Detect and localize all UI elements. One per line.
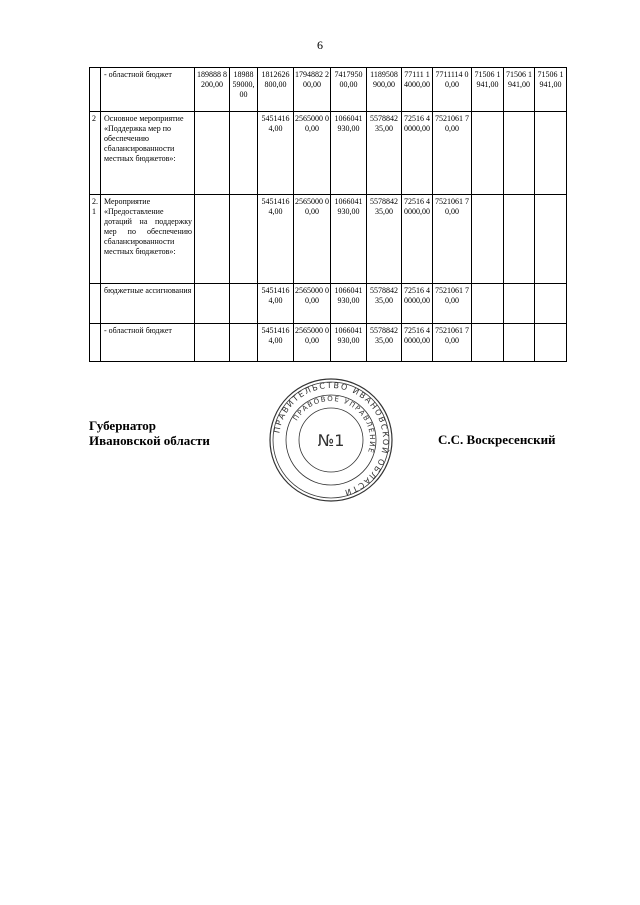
value-cell xyxy=(230,324,258,362)
row-name-cell: - областной бюджет xyxy=(101,324,195,362)
page-number: 6 xyxy=(317,38,323,52)
value-cell: 5578842 35,00 xyxy=(367,195,402,284)
value-cell: 1066041 930,00 xyxy=(331,284,367,324)
value-cell: 71506 1941,00 xyxy=(504,68,535,112)
value-cell xyxy=(195,324,230,362)
value-cell xyxy=(230,284,258,324)
value-cell: 1189508 900,00 xyxy=(367,68,402,112)
value-cell: 72516 40000,00 xyxy=(402,112,433,195)
official-seal xyxy=(268,377,394,503)
row-index-cell: 2 xyxy=(90,112,101,195)
value-cell: 77111 14000,00 xyxy=(402,68,433,112)
value-cell: 2565000 00,00 xyxy=(294,284,331,324)
value-cell xyxy=(472,284,504,324)
value-cell: 5451416 4,00 xyxy=(258,112,294,195)
svg-text:№1: №1 xyxy=(317,431,345,450)
table-row xyxy=(90,195,567,284)
row-index-cell: 2.1 xyxy=(90,195,101,284)
value-cell: 7521061 70,00 xyxy=(433,284,472,324)
value-cell: 7521061 70,00 xyxy=(433,112,472,195)
value-cell: 7521061 70,00 xyxy=(433,195,472,284)
row-name-cell: Мероприятие «Предоставление дотаций на поддержку мер по обеспечению сбалансированности местных бюджетов»: xyxy=(101,195,195,284)
value-cell xyxy=(535,195,567,284)
value-cell: 1812626 800,00 xyxy=(258,68,294,112)
svg-text:ПРАВИТЕЛЬСТВО ИВАНОВСКОЙ ОБЛАС: ПРАВИТЕЛЬСТВО ИВАНОВСКОЙ ОБЛАСТИ xyxy=(272,380,391,498)
value-cell: 1066041 930,00 xyxy=(331,324,367,362)
row-index-cell xyxy=(90,68,101,112)
value-cell xyxy=(472,324,504,362)
row-name-cell: Основное мероприятие «Поддержка мер по обеспечению сбалансированности местных бюджетов»: xyxy=(101,112,195,195)
signatory-title-line2: Ивановской области xyxy=(89,433,210,448)
value-cell: 7711114 00,00 xyxy=(433,68,472,112)
table-row xyxy=(90,324,567,362)
value-cell: 5578842 35,00 xyxy=(367,324,402,362)
value-cell xyxy=(195,112,230,195)
value-cell: 189888 8200,00 xyxy=(195,68,230,112)
value-cell xyxy=(230,112,258,195)
value-cell: 5451416 4,00 xyxy=(258,324,294,362)
value-cell: 7417950 00,00 xyxy=(331,68,367,112)
value-cell: 72516 40000,00 xyxy=(402,324,433,362)
value-cell: 71506 1941,00 xyxy=(535,68,567,112)
value-cell: 2565000 00,00 xyxy=(294,324,331,362)
value-cell xyxy=(504,112,535,195)
table-row xyxy=(90,68,567,112)
value-cell xyxy=(504,324,535,362)
row-index-cell xyxy=(90,284,101,324)
value-cell: 7521061 70,00 xyxy=(433,324,472,362)
table-row xyxy=(90,284,567,324)
value-cell: 72516 40000,00 xyxy=(402,195,433,284)
signatory-name: С.С. Воскресенский xyxy=(438,432,556,447)
value-cell xyxy=(195,195,230,284)
row-name-cell: - областной бюджет xyxy=(101,68,195,112)
value-cell: 5451416 4,00 xyxy=(258,195,294,284)
value-cell: 5578842 35,00 xyxy=(367,112,402,195)
value-cell xyxy=(535,324,567,362)
value-cell xyxy=(472,112,504,195)
value-cell: 5451416 4,00 xyxy=(258,284,294,324)
value-cell: 1794882 200,00 xyxy=(294,68,331,112)
value-cell xyxy=(504,284,535,324)
signatory-title xyxy=(89,418,210,448)
budget-table xyxy=(89,67,567,362)
value-cell xyxy=(230,195,258,284)
value-cell: 1066041 930,00 xyxy=(331,112,367,195)
value-cell: 5578842 35,00 xyxy=(367,284,402,324)
value-cell: 18988 59000,00 xyxy=(230,68,258,112)
value-cell: 2565000 00,00 xyxy=(294,195,331,284)
value-cell: 72516 40000,00 xyxy=(402,284,433,324)
value-cell: 2565000 00,00 xyxy=(294,112,331,195)
value-cell xyxy=(504,195,535,284)
row-index-cell xyxy=(90,324,101,362)
value-cell: 1066041 930,00 xyxy=(331,195,367,284)
signatory-title-line1: Губернатор xyxy=(89,418,157,433)
table-row xyxy=(90,112,567,195)
value-cell: 71506 1941,00 xyxy=(472,68,504,112)
value-cell xyxy=(195,284,230,324)
value-cell xyxy=(472,195,504,284)
value-cell xyxy=(535,284,567,324)
row-name-cell: бюджетные ассигнования xyxy=(101,284,195,324)
svg-text:ПРАВОВОЕ УПРАВЛЕНИЕ: ПРАВОВОЕ УПРАВЛЕНИЕ xyxy=(291,394,377,455)
value-cell xyxy=(535,112,567,195)
